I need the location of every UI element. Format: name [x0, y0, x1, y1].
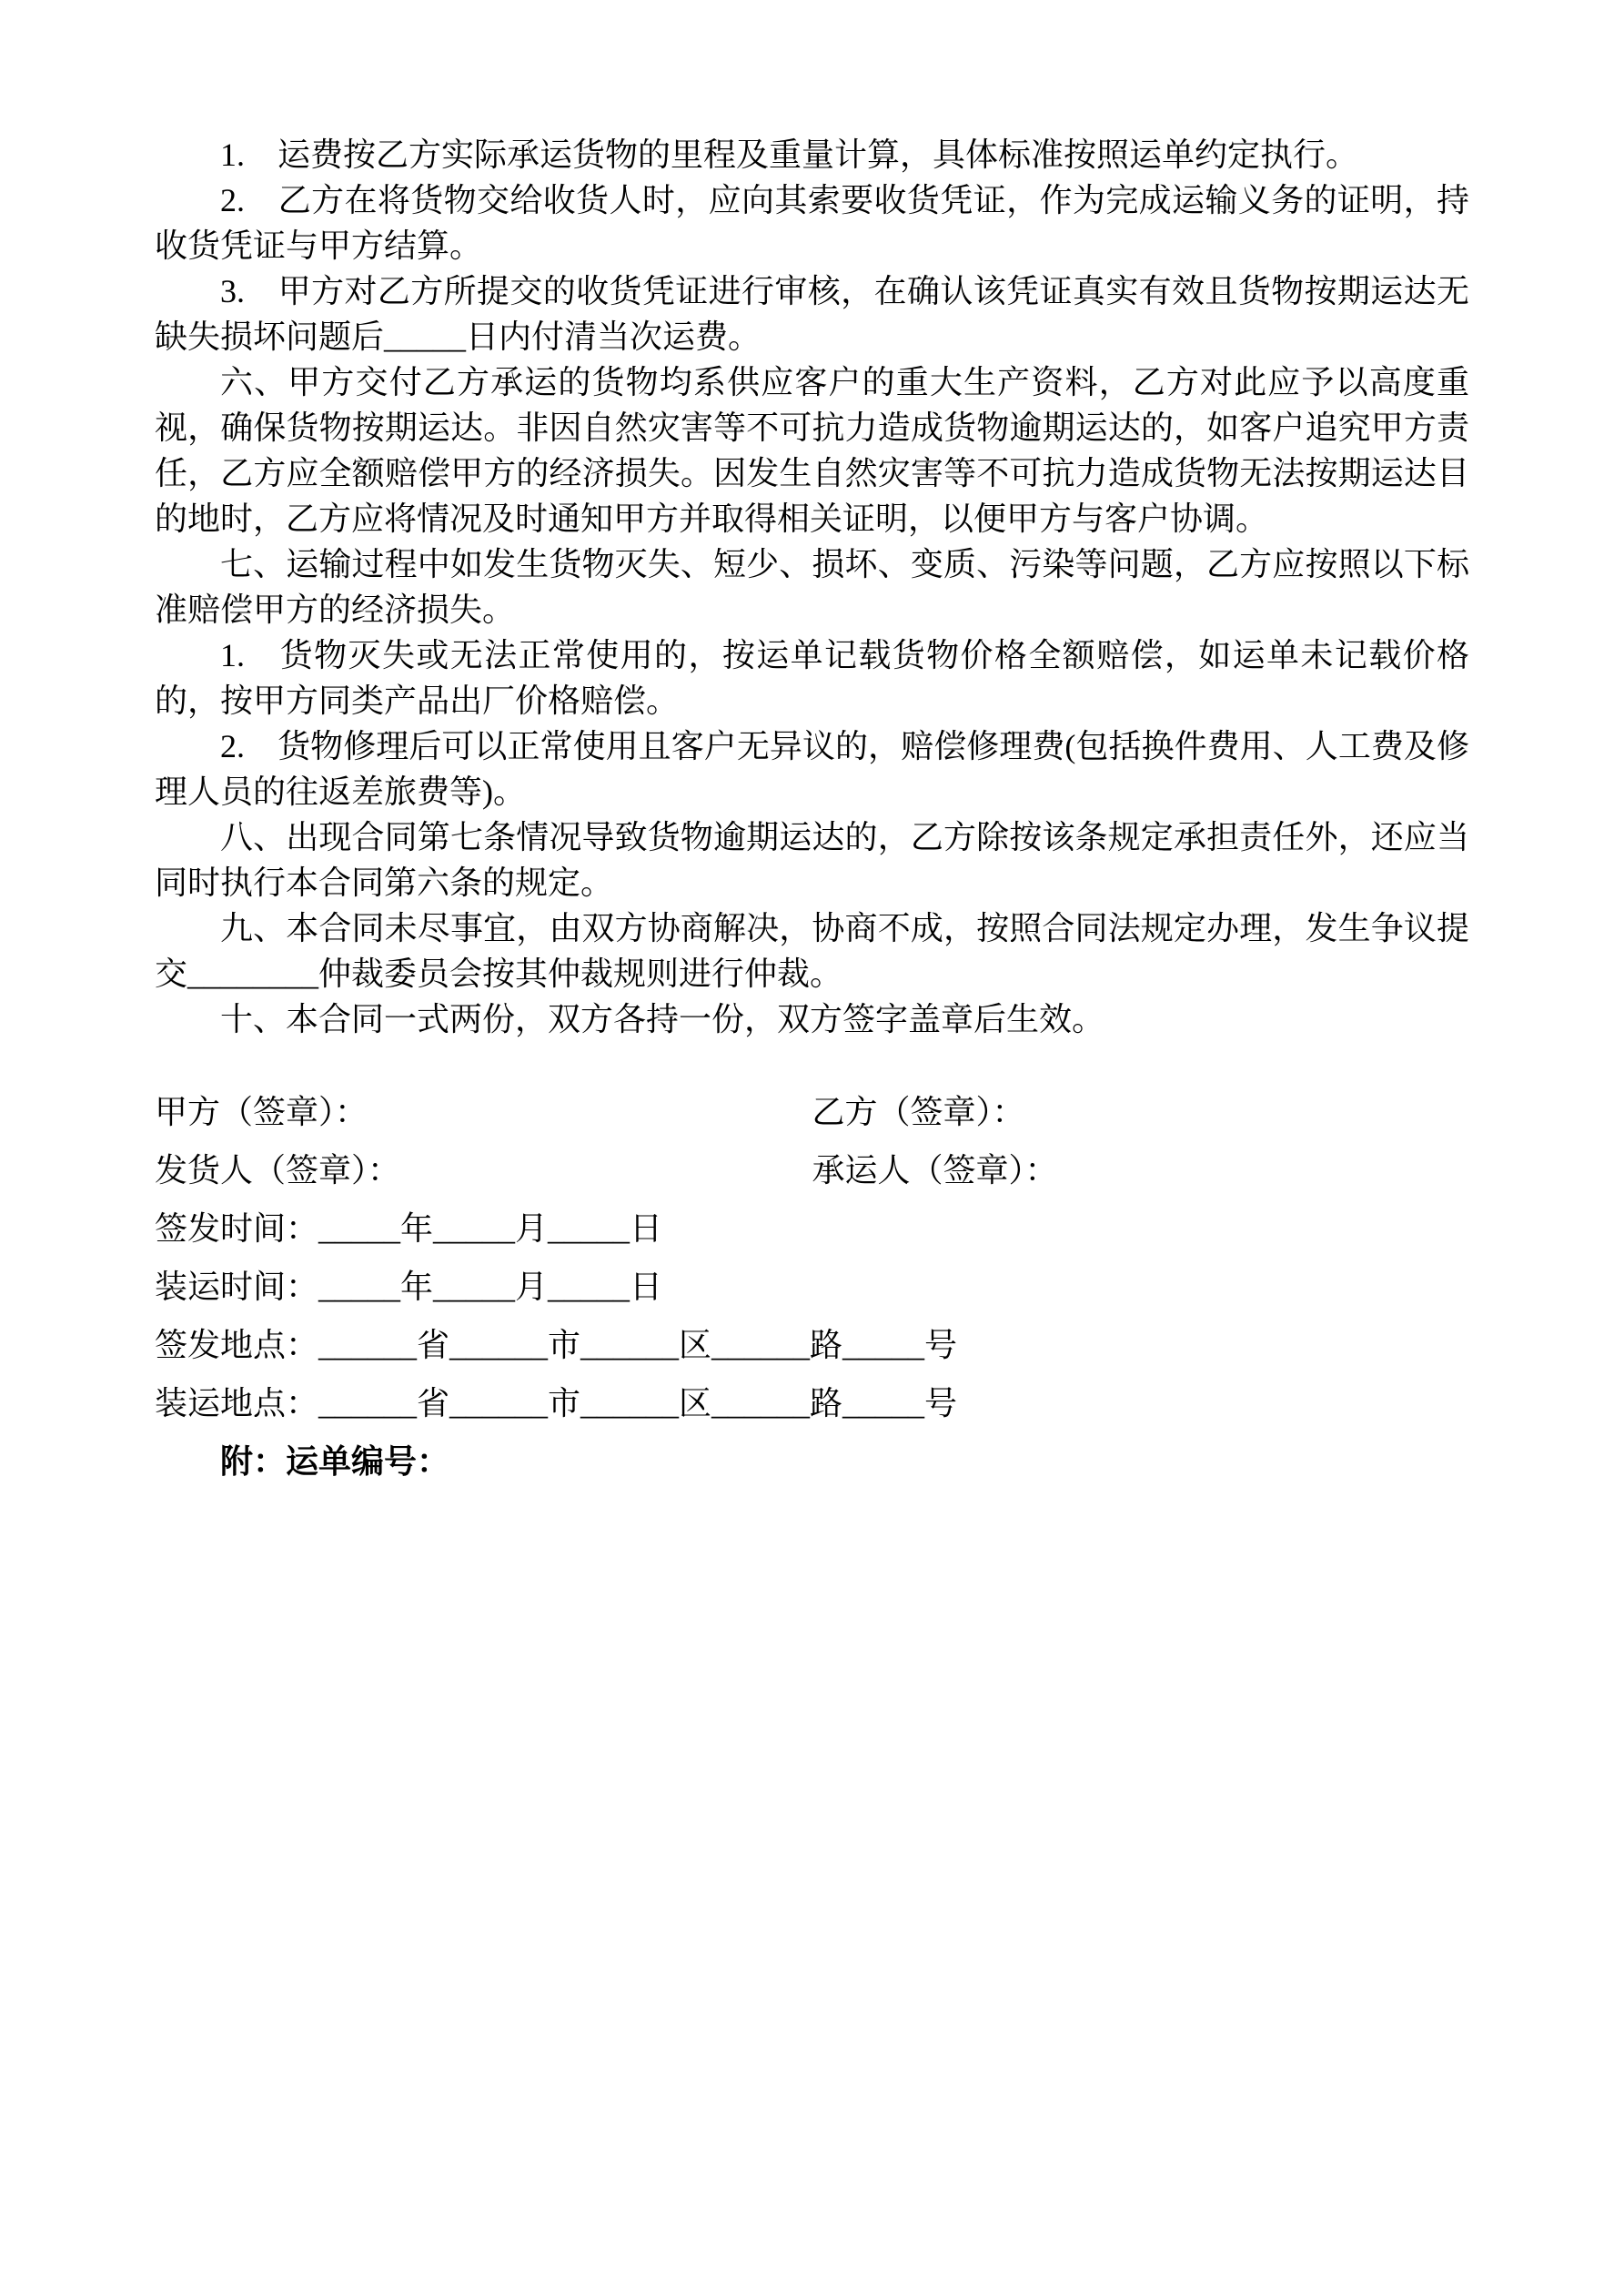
signature-label-right: 乙方（签章）： [812, 1094, 1025, 1130]
contract-clause: 九、本合同未尽事宜，由双方协商解决，协商不成，按照合同法规定办理，发生争议提交________仲裁委员会按其仲裁规则进行仲裁。 [155, 910, 1469, 992]
signature-detail-line: 装运时间：_____年_____月_____日 [155, 1269, 663, 1305]
signature-row [155, 1148, 1469, 1193]
contract-clauses [155, 132, 1469, 1042]
signature-detail-lines [155, 1206, 1469, 1426]
signature-detail-line: 签发时间：_____年_____月_____日 [155, 1210, 663, 1247]
contract-clause: 2. 乙方在将货物交给收货人时，应向其索要收货凭证，作为完成运输义务的证明，持收货凭证与甲方结算。 [155, 182, 1469, 264]
signature-label-left: 发货人（签章）： [155, 1152, 401, 1188]
contract-clause: 1. 运费按乙方实际承运货物的里程及重量计算，具体标准按照运单约定执行。 [220, 137, 1359, 173]
contract-clause: 3. 甲方对乙方所提交的收货凭证进行审核，在确认该凭证真实有效且货物按期运达无缺失损坏问题后_____日内付清当次运费。 [155, 273, 1469, 355]
contract-clause: 十、本合同一式两份，双方各持一份，双方签字盖章后生效。 [220, 1001, 1105, 1037]
signature-detail-line: 装运地点：______省______市______区______路_____号 [155, 1385, 958, 1421]
attachment-note: 附：运单编号： [220, 1443, 450, 1480]
signature-row [155, 1089, 1469, 1135]
contract-clause: 1. 货物灭失或无法正常使用的，按运单记载货物价格全额赔偿，如运单未记载价格的，按甲方同类产品出厂价格赔偿。 [155, 637, 1469, 719]
signature-detail-line: 签发地点：______省______市______区______路_____号 [155, 1327, 958, 1363]
signature-label-left: 甲方（签章）： [155, 1094, 368, 1130]
signature-block [155, 1089, 1469, 1484]
contract-clause: 七、运输过程中如发生货物灭失、短少、损坏、变质、污染等问题，乙方应按照以下标准赔偿甲方的经济损失。 [155, 546, 1469, 628]
contract-clause: 八、出现合同第七条情况导致货物逾期运达的，乙方除按该条规定承担责任外，还应当同时执行本合同第六条的规定。 [155, 819, 1469, 901]
contract-clause: 2. 货物修理后可以正常使用且客户无异议的，赔偿修理费(包括换件费用、人工费及修理人员的往返差旅费等)。 [155, 728, 1469, 810]
contract-clause: 六、甲方交付乙方承运的货物均系供应客户的重大生产资料，乙方对此应予以高度重视，确保货物按期运达。非因自然灾害等不可抗力造成货物逾期运达的，如客户追究甲方责任，乙方应全额赔偿甲方的经济损失。因发生自然灾害等不可抗力造成货物无法按期运达目的地时，乙方应将情况及时通知甲方并取得相关证明，以便甲方与客户协调。 [155, 364, 1469, 537]
signature-stamp-rows [155, 1089, 1469, 1193]
signature-label-right: 承运人（签章）： [812, 1152, 1058, 1188]
